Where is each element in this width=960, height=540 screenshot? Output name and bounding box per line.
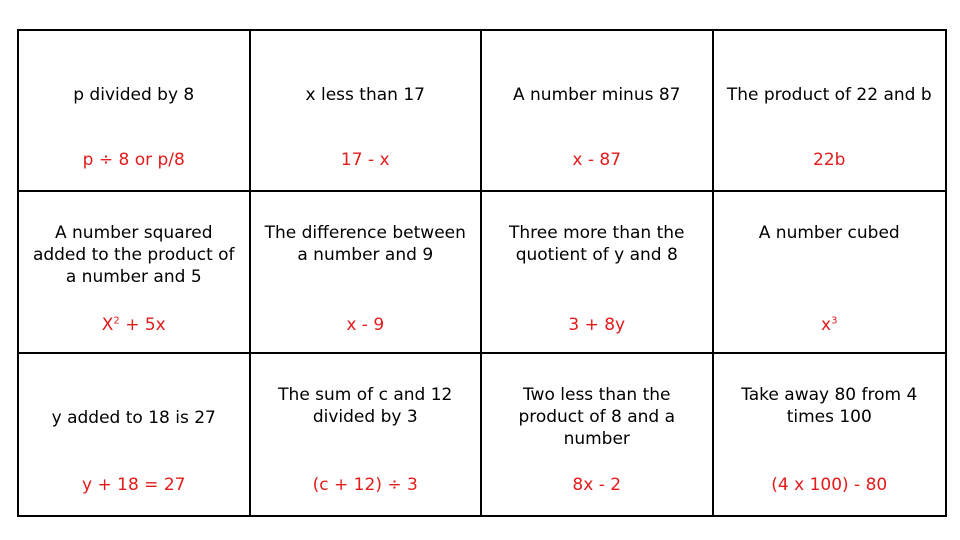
card-phrase: Two less than the product of 8 and a number: [518, 384, 676, 449]
card-5: [19, 192, 251, 353]
card-answer: $x^3$: [821, 315, 838, 336]
card-phrase: y added to 18 is 27: [51, 407, 216, 428]
flashcard-grid: [17, 29, 947, 517]
card-answer: (c + 12) ÷ 3: [312, 474, 418, 495]
card-11: [482, 354, 714, 515]
card-10: [251, 354, 483, 515]
card-phrase: p divided by 8: [73, 85, 195, 105]
card-phrase: The difference between a number and 9: [264, 223, 466, 266]
card-answer: 17 - x: [340, 150, 390, 170]
card-answer: 8x - 2: [572, 474, 622, 495]
card-12: [714, 354, 946, 515]
card-answer: x - 9: [346, 315, 385, 336]
card-4: [714, 31, 946, 192]
card-7: [482, 192, 714, 353]
card-phrase: A number cubed: [758, 223, 900, 244]
card-1: [19, 31, 251, 192]
card-phrase: The sum of c and 12 divided by 3: [278, 384, 453, 427]
card-answer: x - 87: [572, 150, 622, 170]
card-answer: (4 x 100) - 80: [771, 474, 888, 495]
card-answer: 22b: [813, 150, 846, 170]
card-answer: 3 + 8y: [568, 315, 626, 336]
card-phrase: Take away 80 from 4 times 100: [741, 384, 918, 427]
card-answer: p ÷ 8 or p/8: [82, 150, 185, 170]
card-phrase: The product of 22 and b: [726, 85, 932, 105]
card-answer: y + 18 = 27: [82, 474, 186, 495]
card-phrase: A number minus 87: [512, 85, 681, 105]
card-9: [19, 354, 251, 515]
card-3: [482, 31, 714, 192]
card-2: [251, 31, 483, 192]
card-phrase: x less than 17: [305, 85, 425, 105]
card-6: [251, 192, 483, 353]
card-phrase: A number squared added to the product of a number and 5: [32, 223, 235, 288]
card-answer: $X^2 + 5x$: [101, 315, 166, 336]
card-8: [714, 192, 946, 353]
card-phrase: Three more than the quotient of y and 8: [509, 223, 685, 266]
